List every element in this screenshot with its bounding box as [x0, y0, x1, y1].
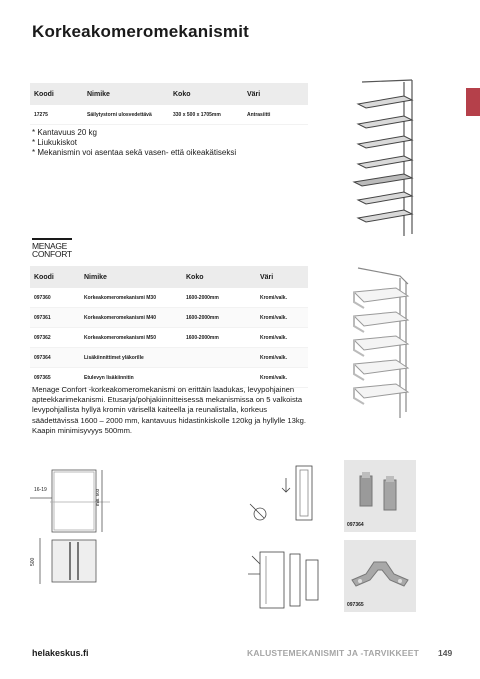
pantry-unit-image	[350, 262, 416, 422]
photo-caption: 097364	[347, 522, 364, 528]
table-cell: Kromi/valk.	[256, 348, 308, 368]
table-cell: Kromi/valk.	[256, 328, 308, 348]
dimension-drawing	[30, 462, 110, 590]
table-cell: Korkeakomeromekanismi M50	[80, 328, 182, 348]
table-header-row	[30, 83, 308, 105]
table-cell: 097362	[30, 328, 80, 348]
feature-list	[32, 128, 236, 158]
column-header: Koko	[169, 83, 243, 105]
storage-tower-image	[352, 78, 416, 238]
feature-item: * Mekanismin voi asentaa sekä vasen- että oikeakätiseksi	[32, 148, 237, 157]
table-cell: 1600-2000mm	[182, 328, 256, 348]
table-cell: 097365	[30, 368, 80, 388]
table-cell: Korkeakomeromekanismi M40	[80, 308, 182, 328]
clip-photo-097365	[344, 540, 416, 612]
column-header: Väri	[256, 266, 308, 288]
dimension-depth: 16-19	[34, 487, 47, 493]
table-cell	[182, 348, 256, 368]
footer-section: KALUSTEMEKANISMIT JA -TARVIKKEET	[247, 648, 419, 658]
product-table-2	[30, 266, 308, 388]
table-cell: Kromi/valk.	[256, 368, 308, 388]
section-tab	[466, 88, 480, 116]
column-header: Nimike	[80, 266, 182, 288]
table-cell: Antrasiitti	[243, 105, 308, 125]
column-header: Väri	[243, 83, 308, 105]
column-header: Koodi	[30, 83, 83, 105]
photo-caption: 097365	[347, 602, 364, 608]
table-cell: Säilytystorni ulosvedettävä	[83, 105, 169, 125]
table-row	[30, 288, 308, 308]
logo-line-2: CONFORT	[32, 249, 72, 259]
feature-item: * Liukukiskot	[32, 138, 77, 147]
table-cell: 097361	[30, 308, 80, 328]
logo-rule	[32, 238, 72, 240]
table-cell: 17275	[30, 105, 83, 125]
product-table-1	[30, 83, 308, 125]
dimension-min: min. 503	[95, 488, 100, 506]
table-header-row	[30, 266, 308, 288]
column-header: Koko	[182, 266, 256, 288]
installation-sketch-top	[246, 462, 322, 522]
installation-sketch-bottom	[246, 546, 322, 610]
table-cell: Kromi/valk.	[256, 308, 308, 328]
bracket-photo-097364	[344, 460, 416, 532]
table-cell: Kromi/valk.	[256, 288, 308, 308]
table-cell: Etulevyn lisäkiinnitin	[80, 368, 182, 388]
brand-logo	[32, 238, 72, 258]
table-cell: Korkeakomeromekanismi M30	[80, 288, 182, 308]
table-row	[30, 348, 308, 368]
column-header: Koodi	[30, 266, 80, 288]
dimension-height: 500	[30, 557, 36, 566]
table-cell: 097364	[30, 348, 80, 368]
page-title: Korkeakomeromekanismit	[32, 22, 249, 41]
table-cell: Lisäkiinnittimet yläkorille	[80, 348, 182, 368]
table-cell: 1600-2000mm	[182, 308, 256, 328]
table-cell: 330 x 500 x 1705mm	[169, 105, 243, 125]
table-row	[30, 105, 308, 125]
page-number: 149	[438, 648, 453, 658]
product-description: Menage Confort -korkeakomeromekanismi on erittäin laadukas, levypohjainen apteekkarimekanismi. Etusarja/pohjakiinnitteisessä mekanismissa on 5 valkoista levypohjallista hyllyä kromin värisellä kaiteella ja reunalistalla, korkeus säädettävissä 1600 – 2000 mm, kantavuus hidastinkiskolle 120kg ja hyllylle 13kg. Kaapin minimisyvyys 500mm.	[32, 385, 306, 435]
feature-item: * Kantavuus 20 kg	[32, 128, 97, 137]
column-header: Nimike	[83, 83, 169, 105]
table-cell: 1600-2000mm	[182, 288, 256, 308]
table-row	[30, 308, 308, 328]
table-cell: 097360	[30, 288, 80, 308]
logo-line-1: MENAGE	[32, 241, 68, 251]
footer-site: helakeskus.fi	[32, 648, 89, 658]
table-row	[30, 328, 308, 348]
